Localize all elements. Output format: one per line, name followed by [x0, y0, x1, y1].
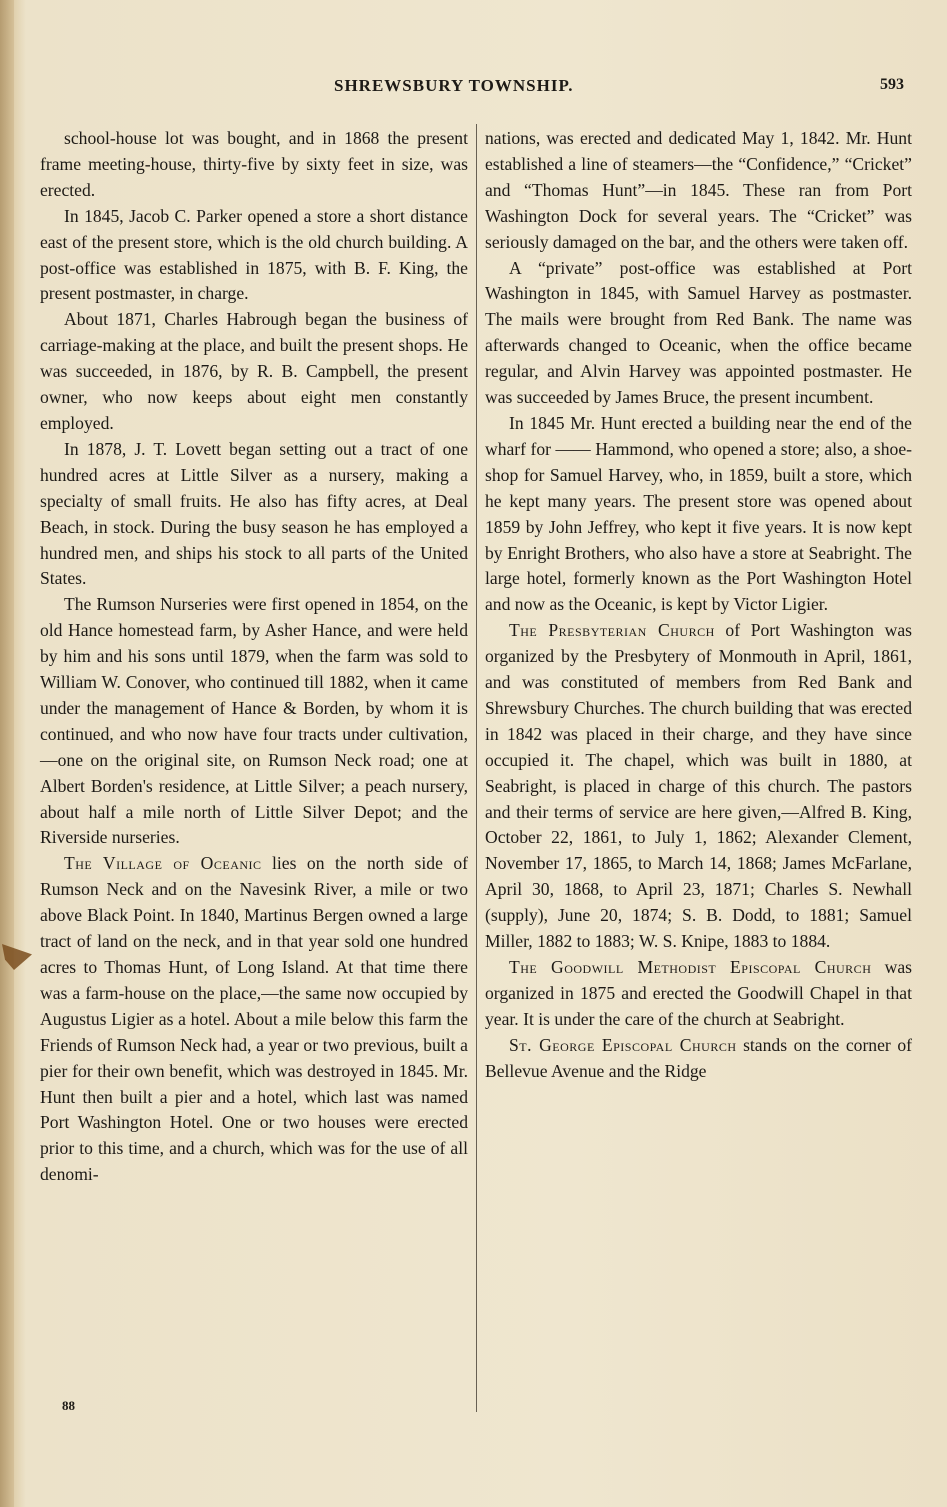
paragraph-text: The Rumson Nurseries were first opened in 1854, on the old Hance homestead farm, by Asher Hance, and were held by him and his sons until 1879, when the farm was sold to William W. Conover, who continued till 1882, when it came under the management of Hance & Borden, by whom it is continued, and who now have four tracts under cultivation,—one on the original site, on Rumson Neck road; one at Albert Borden's residence, at Little Silver; a peach nursery, about half a mile north of Little Silver Depot; and the Riverside nurseries. [40, 594, 468, 848]
paragraph [485, 955, 912, 1033]
paragraph-heading: The Village of Oceanic [64, 853, 262, 874]
paragraph [40, 851, 468, 1188]
paragraph-text: In 1878, J. T. Lovett began setting out a tract of one hundred acres at Little Silver as a nursery, making a specialty of small fruits. He also has fifty acres, at Deal Beach, in stock. During the busy season he has employed a hundred men, and ships his stock to all parts of the United States. [40, 438, 468, 589]
running-title: SHREWSBURY TOWNSHIP. [334, 76, 574, 95]
paragraph [40, 307, 468, 437]
paragraph-heading: The Goodwill Methodist Episcopal Church [509, 957, 872, 977]
paragraph-text: In 1845, Jacob C. Parker opened a store a short distance east of the present store, which is the old church building. A post-office was established in 1875, with B. F. King, the present postmaster, in charge. [40, 205, 468, 304]
paragraph [40, 204, 468, 308]
paragraph-text: stands on the corner of Bellevue Avenue and the Ridge [485, 1034, 912, 1081]
page-number: 593 [880, 76, 904, 93]
paragraph-text: A “private” post-office was established at Port Washington in 1845, with Samuel Harvey as postmaster. The mails were brought from Red Bank. The name was afterwards changed to Oceanic, when the office became regular, and Alvin Harvey was appointed postmaster. He was succeeded by James Bruce, the present incumbent. [485, 257, 912, 408]
paragraph [485, 126, 912, 256]
paragraph [40, 126, 468, 204]
paragraph-text: was organized in 1875 and erected the Goodwill Chapel in that year. It is under the care of the church at Seabright. [485, 957, 912, 1029]
paragraph [485, 256, 912, 411]
paragraph [485, 618, 912, 955]
right-column [485, 126, 912, 1085]
paragraph-text: school-house lot was bought, and in 1868 the present frame meeting-house, thirty-five by sixty feet in size, was erected. [40, 128, 468, 200]
paragraph [40, 437, 468, 592]
page-spine-shadow [0, 0, 14, 1507]
signature-mark: 88 [62, 1398, 75, 1413]
paragraph-heading: The Presbyterian Church [509, 620, 715, 641]
column-divider [476, 124, 477, 1412]
page-header [0, 76, 947, 100]
paragraph-text: About 1871, Charles Habrough began the business of carriage-making at the place, and built the present shops. He was succeeded, in 1876, by R. B. Campbell, the present owner, who now keeps about eight men constantly employed. [40, 309, 468, 433]
paragraph-text: of Port Washington was organized by the Presbytery of Monmouth in April, 1861, and was constituted of members from Red Bank and Shrewsbury Churches. The church building that was erected in 1842 was placed in their charge, and they have since occupied it. The chapel, which was built in 1880, at Seabright, is placed in charge of this church. The pastors and their terms of service are here given,—Alfred B. King, October 22, 1861, to July 1, 1862; Alexander Clement, November 17, 1865, to March 14, 1868; James McFarlane, April 30, 1868, to April 23, 1871; Charles S. Newhall (supply), June 20, 1874; S. B. Dodd, to 1881; Samuel Miller, 1882 to 1883; W. S. Knipe, 1883 to 1884. [485, 620, 912, 952]
paragraph-text: lies on the north side of Rumson Neck and on the Navesink River, a mile or two above Black Point. In 1840, Martinus Bergen owned a large tract of land on the neck, and in that year sold one hundred acres to Thomas Hunt, of Long Island. At that time there was a farm-house on the place,—the same now occupied by Augustus Ligier as a hotel. About a mile below this farm the Friends of Rumson Neck had, a year or two previous, built a pier for their own benefit, which was destroyed in 1845. Mr. Hunt then built a pier and a hotel, which last was named Port Washington Hotel. One or two houses were erected prior to this time, and a church, which was for the use of all denomi- [40, 853, 469, 1185]
paragraph [485, 411, 912, 618]
paragraph-text: In 1845 Mr. Hunt erected a building near the end of the wharf for —— Hammond, who opened a store; also, a shoe-shop for Samuel Harvey, who, in 1859, built a store, which he kept many years. The present store was opened about 1859 by John Jeffrey, who kept it five years. It is now kept by Enright Brothers, who also have a store at Seabright. The large hotel, formerly known as the Port Washington Hotel and now as the Oceanic, is kept by Victor Ligier. [485, 412, 912, 615]
paragraph-heading: St. George Episcopal Church [509, 1034, 737, 1055]
left-column [40, 126, 468, 1188]
paragraph [40, 592, 468, 851]
paragraph-text: nations, was erected and dedicated May 1, 1842. Mr. Hunt established a line of steamers—the “Confidence,” “Cricket” and “Thomas Hunt”—in 1845. These ran from Port Washington Dock for several years. The “Cricket” was seriously damaged on the bar, and the others were taken off. [485, 128, 912, 252]
paragraph [485, 1033, 912, 1085]
